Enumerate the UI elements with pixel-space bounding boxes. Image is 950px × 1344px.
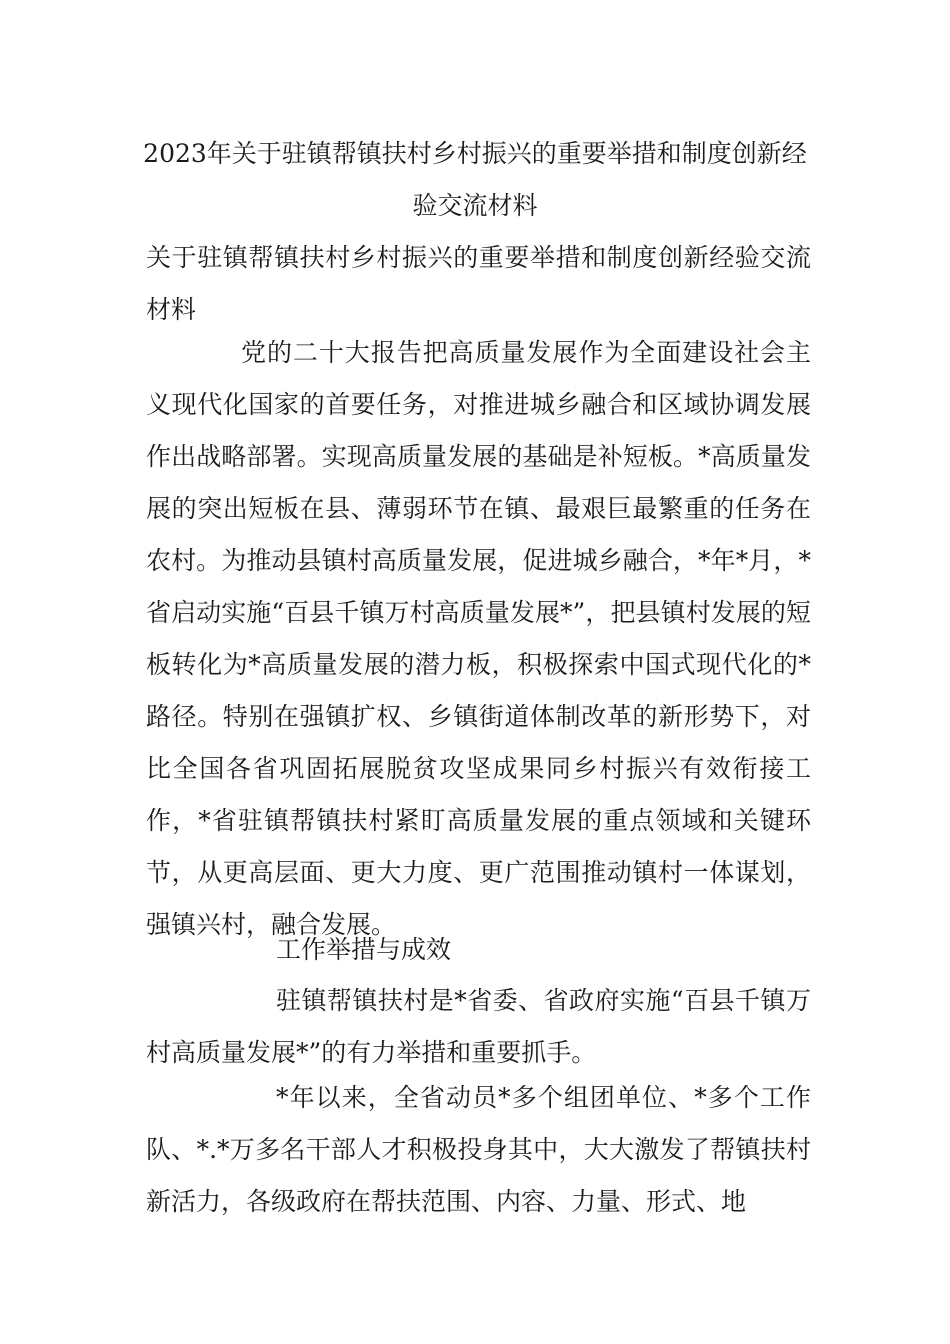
- body-paragraph-2: 驻镇帮镇扶村是*省委、省政府实施“百县千镇万村高质量发展*”的有力举措和重要抓手。: [146, 986, 811, 1067]
- section-heading: 工作举措与成效: [276, 935, 452, 964]
- body-paragraph-3: *年以来，全省动员*多个组团单位、*多个工作队、*.*万多名干部人才积极投身其中，大大激发了帮镇扶村新活力，各级政府在帮扶范围、内容、力量、形式、地: [146, 1083, 811, 1216]
- document-title: 2023年关于驻镇帮镇扶村乡村振兴的重要举措和制度创新经验交流材料: [143, 139, 807, 220]
- body-paragraph-1: 党的二十大报告把高质量发展作为全面建设社会主义现代化国家的首要任务，对推进城乡融合和区域协调发展作出战略部署。实现高质量发展的基础是补短板。*高质量发展的突出短板在县、薄弱环节在镇、最艰巨最繁重的任务在农村。为推动县镇村高质量发展，促进城乡融合，*年*月，*省启动实施“百县千镇万村高质量发展*”，把县镇村发展的短板转化为*高质量发展的潜力板，积极探索中国式现代化的*路径。特别在强镇扩权、乡镇街道体制改革的新形势下，对比全国各省巩固拓展脱贫攻坚成果同乡村振兴有效衔接工作，*省驻镇帮镇扶村紧盯高质量发展的重点领域和关键环节，从更高层面、更大力度、更广范围推动镇村一体谋划，强镇兴村，融合发展。: [146, 338, 811, 939]
- document-subtitle: 关于驻镇帮镇扶村乡村振兴的重要举措和制度创新经验交流材料: [146, 243, 811, 324]
